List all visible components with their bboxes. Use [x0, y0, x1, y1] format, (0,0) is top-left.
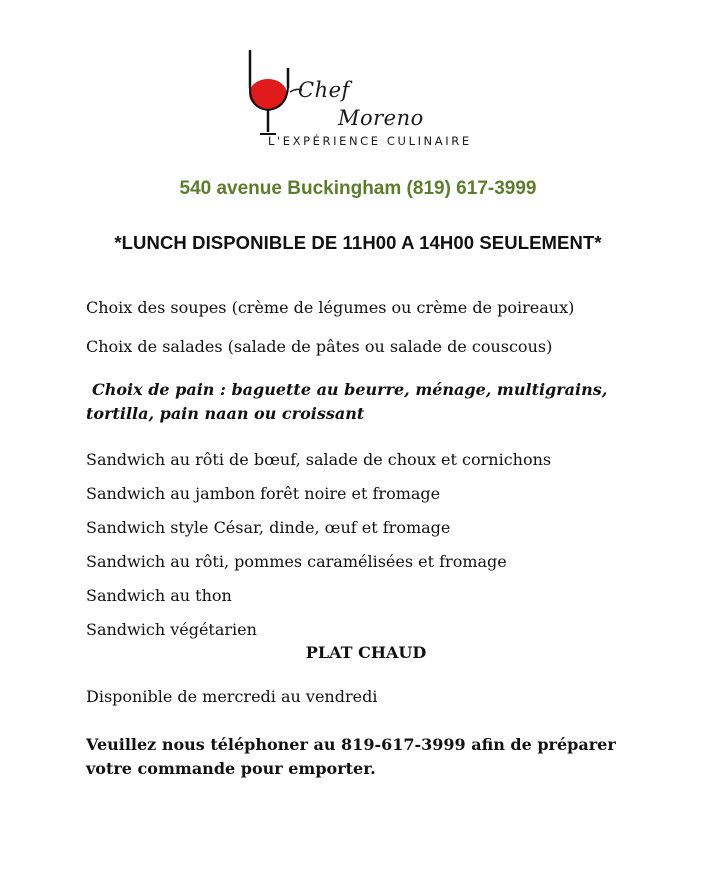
soup-choice: Choix des soupes (crème de légumes ou crème de poireaux) — [86, 298, 575, 317]
sandwich-item: Sandwich au rôti de bœuf, salade de choux et cornichons — [86, 450, 552, 469]
sandwich-item: Sandwich végétarien — [86, 620, 257, 639]
lunch-hours-banner: *LUNCH DISPONIBLE DE 11H00 A 14H00 SEULEMENT* — [114, 232, 602, 253]
logo-name-text: Moreno — [338, 106, 424, 130]
sandwich-item: Sandwich au thon — [86, 586, 232, 605]
hot-dish-heading: PLAT CHAUD — [305, 643, 427, 662]
sandwich-item: Sandwich au jambon forêt noire et fromage — [86, 484, 441, 503]
order-instructions-line1: Veuillez nous téléphoner au 819-617-3999 afin de préparer — [86, 735, 616, 754]
chef-moreno-logo — [246, 48, 506, 158]
phone-text: (819) 617-3999 — [406, 178, 537, 199]
bread-choice — [86, 378, 646, 426]
order-instructions-line2: votre commande pour emporter. — [86, 759, 376, 778]
hot-dish-availability: Disponible de mercredi au vendredi — [86, 687, 378, 706]
bread-choice-line1: Choix de pain : baguette au beurre, ménage, multigrains, — [92, 380, 608, 399]
order-instructions — [86, 733, 666, 781]
address-line — [0, 178, 716, 200]
bread-choice-line2: tortilla, pain naan ou croissant — [86, 404, 365, 423]
address-text: 540 avenue Buckingham — [179, 178, 402, 199]
sandwich-item: Sandwich au rôti, pommes caramélisées et fromage — [86, 552, 507, 571]
salad-choice: Choix de salades (salade de pâtes ou salade de couscous) — [86, 337, 553, 356]
logo-chef-text: Chef — [298, 78, 350, 102]
logo-tagline: L'EXPÉRIENCE CULINAIRE — [268, 134, 472, 148]
sandwich-item: Sandwich style César, dinde, œuf et fromage — [86, 518, 451, 537]
